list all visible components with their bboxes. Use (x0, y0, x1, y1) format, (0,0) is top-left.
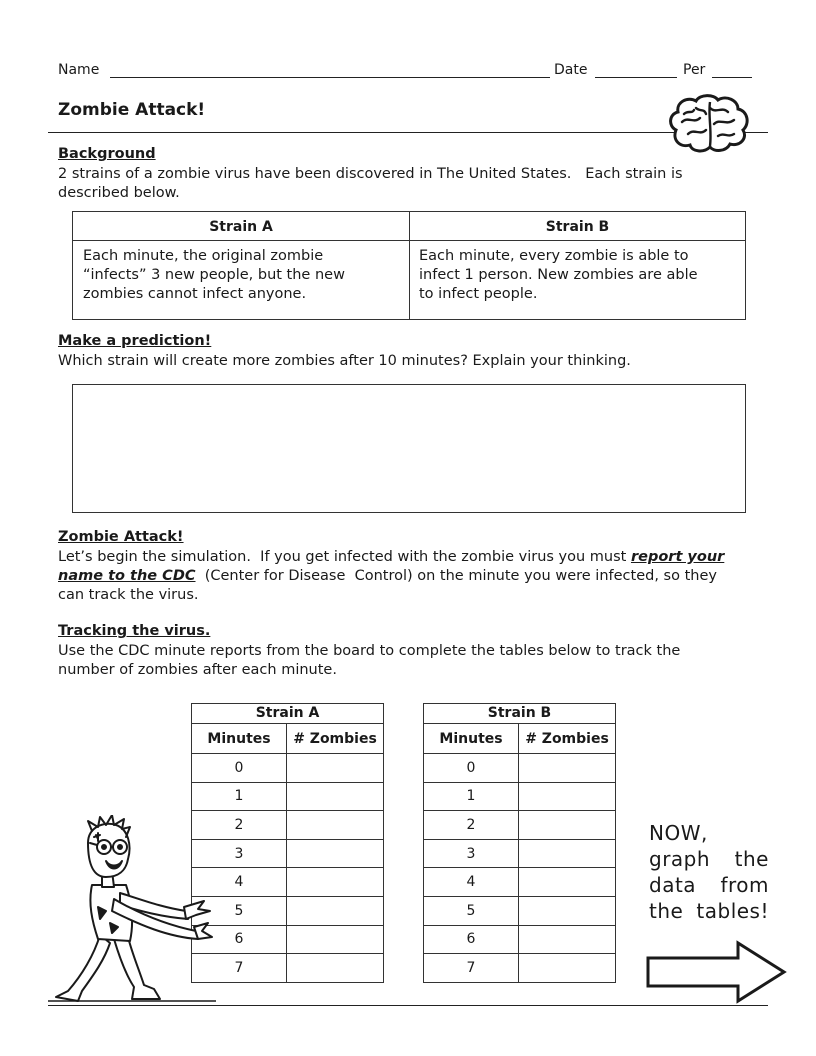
strain-b-line3: to infect people. (419, 286, 538, 302)
table-row (424, 954, 616, 983)
minutes-header: Minutes (424, 724, 519, 754)
right-arrow-icon (646, 940, 788, 1004)
zombie-count-cell[interactable] (519, 896, 616, 925)
minute-cell: 4 (192, 868, 287, 897)
brain-icon (666, 92, 752, 154)
date-field[interactable] (595, 77, 677, 78)
table-row (192, 754, 384, 783)
zombie-count-cell[interactable] (287, 896, 384, 925)
minute-cell: 6 (192, 925, 287, 954)
tracking-heading: Tracking the virus. (58, 623, 211, 639)
strain-a-caption: Strain A (192, 704, 384, 724)
minute-cell: 1 (424, 782, 519, 811)
header-fields (58, 60, 752, 82)
prediction-text: Which strain will create more zombies after 10 minutes? Explain your thinking. (58, 353, 631, 369)
page-bottom-rule (48, 1005, 768, 1006)
attack-line3: can track the virus. (58, 587, 199, 603)
per-label: Per (683, 62, 706, 78)
table-divider (409, 212, 410, 319)
attack-line2 (58, 567, 717, 586)
attack-heading: Zombie Attack! (58, 529, 184, 545)
date-label: Date (554, 62, 588, 78)
graph-instruction-line3: data from (649, 873, 769, 897)
strain-b-header: Strain B (410, 212, 745, 241)
strain-a-description (83, 247, 403, 304)
minute-cell: 0 (424, 754, 519, 783)
table-row (192, 925, 384, 954)
table-row (192, 839, 384, 868)
strain-a-header: Strain A (73, 212, 409, 241)
zombie-count-cell[interactable] (287, 925, 384, 954)
zombie-count-cell[interactable] (519, 811, 616, 840)
title-divider (48, 132, 768, 133)
table-row (424, 811, 616, 840)
strain-b-line1: Each minute, every zombie is able to (419, 248, 689, 264)
table-row (192, 868, 384, 897)
strain-b-table (423, 703, 616, 983)
zombie-count-cell[interactable] (519, 925, 616, 954)
table-row (192, 896, 384, 925)
page-title: Zombie Attack! (58, 100, 206, 120)
zombie-count-cell[interactable] (519, 754, 616, 783)
zombie-illustration (48, 815, 216, 1010)
zombie-count-cell[interactable] (287, 811, 384, 840)
minutes-header: Minutes (192, 724, 287, 754)
table-row (424, 925, 616, 954)
strain-b-caption: Strain B (424, 704, 616, 724)
background-text-line2: described below. (58, 185, 180, 201)
graph-instruction-line1: NOW, (649, 821, 708, 845)
strain-b-line2: infect 1 person. New zombies are able (419, 267, 698, 283)
attack-line2-text: (Center for Disease Control) on the minute you were infected, so they (195, 568, 717, 584)
strain-a-table (191, 703, 384, 983)
minute-cell: 3 (424, 839, 519, 868)
zombie-count-cell[interactable] (287, 839, 384, 868)
graph-instruction (649, 820, 769, 924)
table-row (424, 782, 616, 811)
report-emphasis: report your (630, 549, 725, 565)
zombies-header: # Zombies (287, 724, 384, 754)
minute-cell: 1 (192, 782, 287, 811)
table-row (424, 896, 616, 925)
strain-description-table (72, 211, 746, 320)
minute-cell: 0 (192, 754, 287, 783)
attack-line1-text: Let’s begin the simulation. If you get infected with the zombie virus you must (58, 549, 631, 565)
zombie-count-cell[interactable] (287, 954, 384, 983)
tracking-line2: number of zombies after each minute. (58, 662, 337, 678)
zombie-count-cell[interactable] (287, 754, 384, 783)
table-row (192, 954, 384, 983)
strain-a-line1: Each minute, the original zombie (83, 248, 324, 264)
table-row (424, 839, 616, 868)
zombie-count-cell[interactable] (519, 782, 616, 811)
minute-cell: 3 (192, 839, 287, 868)
table-row (192, 811, 384, 840)
zombie-count-cell[interactable] (287, 868, 384, 897)
minute-cell: 7 (424, 954, 519, 983)
attack-line1 (58, 548, 724, 567)
cdc-emphasis: name to the CDC (58, 568, 196, 584)
table-row (424, 868, 616, 897)
minute-cell: 6 (424, 925, 519, 954)
background-text-line1: 2 strains of a zombie virus have been discovered in The United States. Each strain is (58, 166, 683, 182)
graph-instruction-line4: the tables! (649, 899, 769, 923)
minute-cell: 4 (424, 868, 519, 897)
zombie-count-cell[interactable] (519, 954, 616, 983)
minute-cell: 7 (192, 954, 287, 983)
strain-b-description (419, 247, 741, 304)
minute-cell: 2 (192, 811, 287, 840)
name-label: Name (58, 62, 100, 78)
tracking-line1: Use the CDC minute reports from the board to complete the tables below to track the (58, 643, 681, 659)
period-field[interactable] (712, 77, 752, 78)
minute-cell: 5 (424, 896, 519, 925)
graph-instruction-line2: graph the (649, 847, 769, 871)
strain-a-line3: zombies cannot infect anyone. (83, 286, 307, 302)
zombies-header: # Zombies (519, 724, 616, 754)
table-row (192, 782, 384, 811)
zombie-count-cell[interactable] (287, 782, 384, 811)
zombie-count-cell[interactable] (519, 839, 616, 868)
background-heading: Background (58, 146, 156, 162)
zombie-count-cell[interactable] (519, 868, 616, 897)
table-row (424, 754, 616, 783)
minute-cell: 5 (192, 896, 287, 925)
strain-a-line2: “infects” 3 new people, but the new (83, 267, 345, 283)
name-field[interactable] (110, 77, 550, 78)
minute-cell: 2 (424, 811, 519, 840)
prediction-heading: Make a prediction! (58, 333, 212, 349)
prediction-answer-box[interactable] (72, 384, 746, 513)
